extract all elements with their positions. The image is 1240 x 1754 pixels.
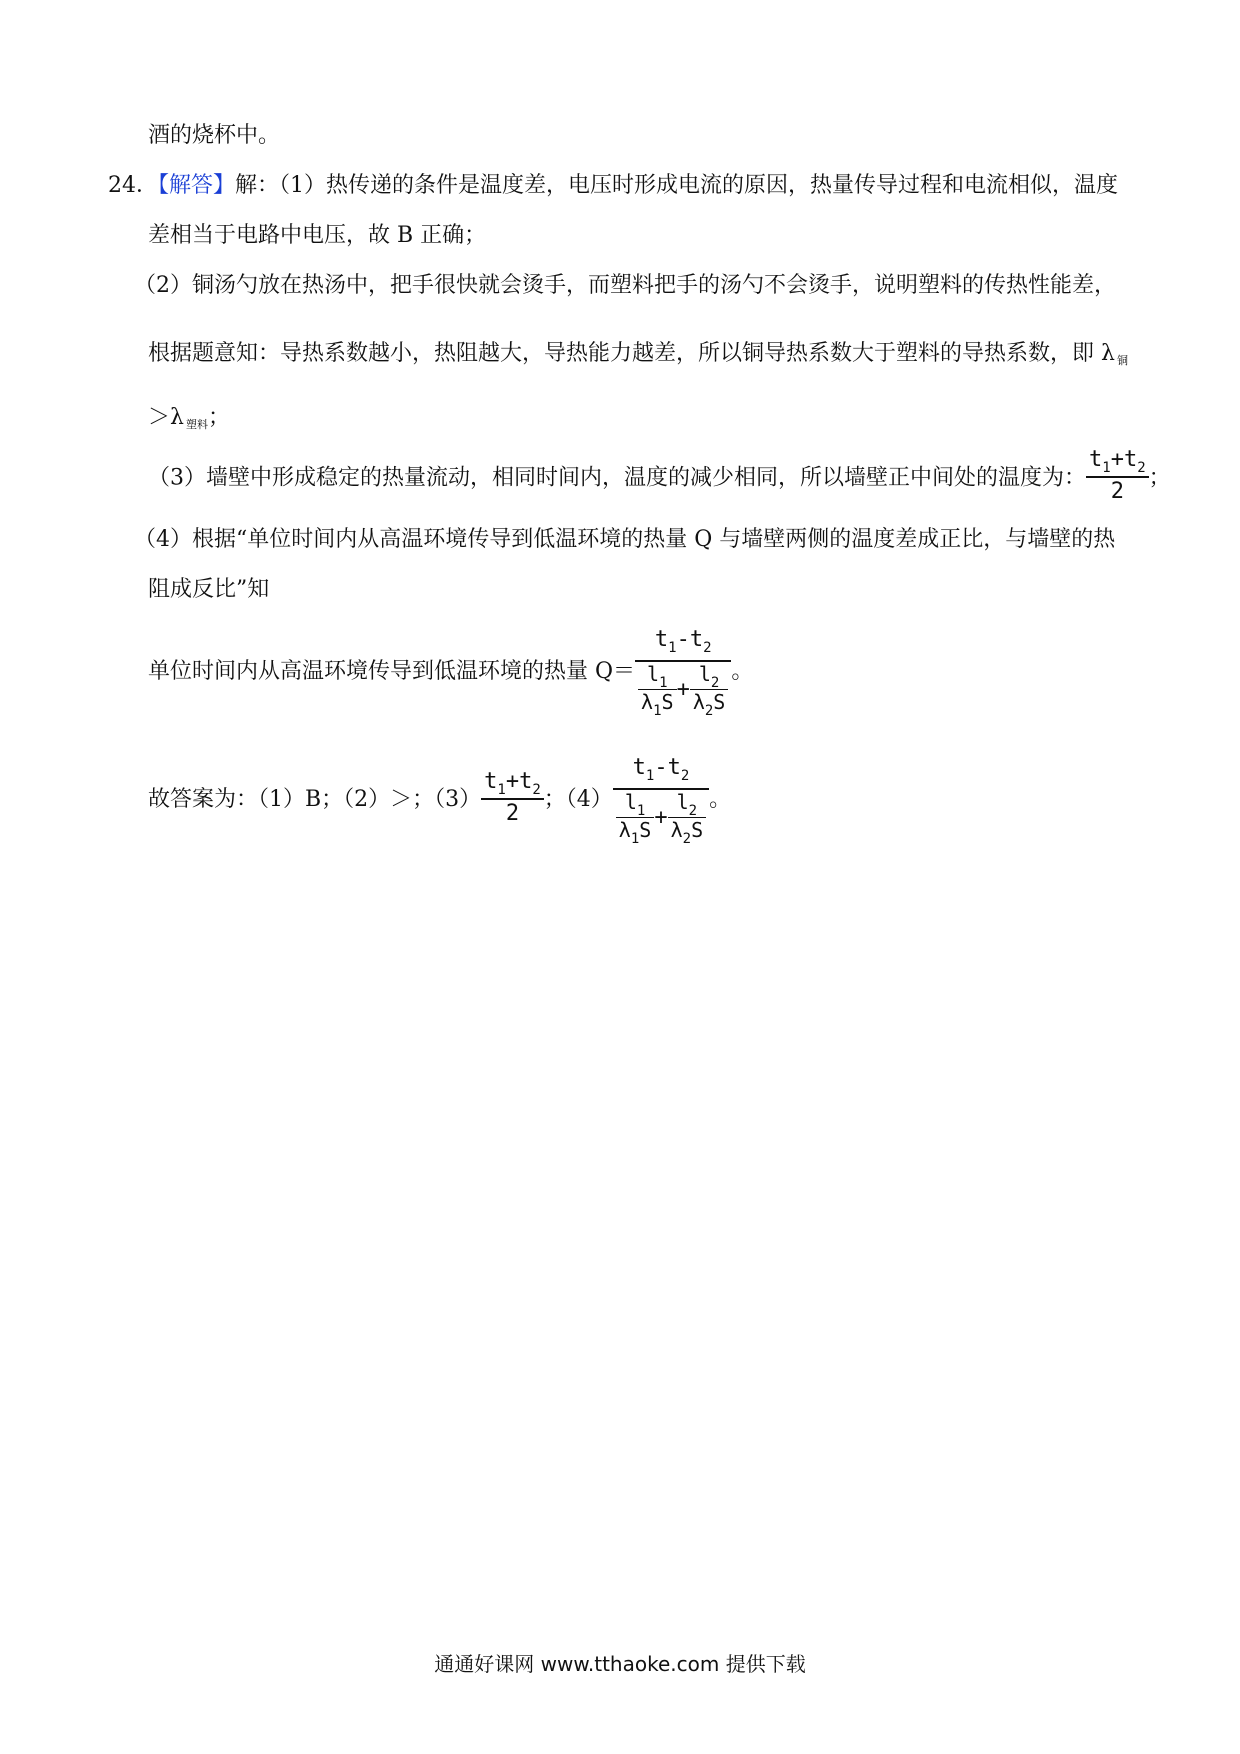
formula-numerator: $t_1-t_2$: [635, 622, 731, 662]
answer-3-fraction: $\frac{t_1+t_2}{2}$: [481, 768, 544, 828]
question-24-line-6: [148, 446, 1171, 506]
line-5-end: ；: [207, 405, 230, 430]
line-4-text: 根据题意知：导热系数越小，热阻越大，导热能力越差，所以铜导热系数大于塑料的导热系数，即 λ: [148, 341, 1115, 366]
answer-4-formula: $t_1-t_2$ $\frac{l_1}{\lambda_1S}$ + $\frac{l_2}{\lambda_2S}$: [613, 750, 709, 845]
answer-end: 。: [709, 787, 732, 812]
question-24-line-2: 差相当于电路中电压，故 B 正确；: [148, 223, 487, 248]
greater-than-lambda: ＞λ: [148, 405, 184, 430]
question-24-line-5: [148, 400, 230, 431]
formula-denominator: $\frac{l_1}{\lambda_1S}$ + $\frac{l_2}{\lambda_2S}$: [635, 662, 731, 717]
question-24-line-3: （2）铜汤勺放在热汤中，把手很快就会烫手，而塑料把手的汤勺不会烫手，说明塑料的传热性能差，: [134, 273, 1117, 298]
question-number: 24．: [108, 173, 158, 198]
line-9-end: 。: [731, 659, 754, 684]
question-24-line-7: （4）根据“单位时间内从高温环境传导到低温环境的热量 Q 与墙壁两侧的温度差成正比，与墙壁的热: [134, 527, 1116, 552]
heat-flow-formula: [635, 622, 731, 717]
answer-tag: 【解答】: [158, 173, 236, 198]
question-24-line-4: [148, 336, 1128, 367]
resistance-2-fraction: $\frac{l_2}{\lambda_2S}$: [690, 662, 729, 717]
paragraph-carryover: 酒的烧杯中。: [148, 123, 281, 148]
line-6-end: ；: [1148, 465, 1171, 491]
fraction-numerator: $t_1+t_2$: [1086, 446, 1149, 478]
answer-prefix: 故答案为：（1）B；（2）＞；（3）: [148, 787, 482, 812]
fraction-denominator: 2: [1110, 479, 1124, 504]
question-24-line-1: [108, 168, 1118, 199]
line-9-text: 单位时间内从高温环境传导到低温环境的热量 Q＝: [148, 659, 636, 684]
line-6-text: （3）墙壁中形成稳定的热量流动，相同时间内，温度的减少相同，所以墙壁正中间处的温度为：: [148, 465, 1087, 491]
subscript-copper: 铜: [1116, 354, 1128, 367]
page-footer: 通通好课网 www.tthaoke.com 提供下载: [434, 1652, 806, 1676]
answer-intro: 解：（1）热传递的条件是温度差，电压时形成电流的原因，热量传导过程和电流相似，温度: [235, 173, 1119, 198]
answer-mid: ；（4）: [543, 787, 613, 812]
answer-summary: [148, 750, 731, 845]
question-24-line-9: [148, 622, 753, 717]
subscript-plastic: 塑料: [185, 418, 208, 431]
fraction-average-temperature: [1086, 446, 1149, 506]
resistance-1-fraction: $\frac{l_1}{\lambda_1S}$: [638, 662, 677, 717]
question-24-line-8: 阻成反比”知: [148, 577, 270, 602]
